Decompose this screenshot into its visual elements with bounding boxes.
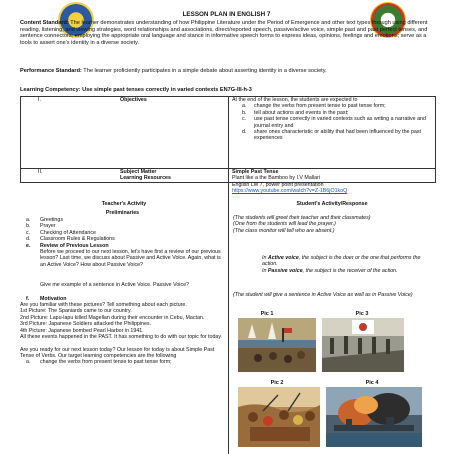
resource-item: English LM 7, power point presentation: [232, 181, 324, 188]
preliminary-text: Classroom Rules & Regulations: [40, 236, 115, 243]
motivation-label: Motivation: [40, 295, 67, 302]
preliminary-text: Review of Previous Lesson: [40, 242, 109, 249]
response-monitor: (The class monitor will tell who are absent.): [233, 227, 335, 234]
objective-item: [232, 116, 432, 129]
objective-item: [232, 129, 432, 142]
pic-2-label: Pic 2: [270, 380, 284, 386]
competency-letter: a.: [26, 359, 31, 366]
picture-ordinal: 4th: [20, 327, 28, 334]
table-column-divider: [228, 96, 229, 454]
objective-letter: d.: [242, 129, 247, 136]
active-voice-text: , the subject is the doer or the one that performs the action.: [262, 255, 421, 268]
learning-resources-label: Learning Resources: [120, 175, 171, 182]
content-standard-label: Content Standard:: [20, 20, 69, 26]
example-prompt: Give me example of a sentence in Active Voice. Passive Voice?: [40, 282, 189, 289]
teacher-activity-heading: Teacher's Activity: [101, 201, 147, 207]
learning-competency-label: Learning Competency:: [20, 87, 81, 93]
performance-standard-text: The learner proficiently participates in a simple debate about asserting identity in a diverse society.: [81, 68, 327, 74]
active-voice-definition: In Active voice, the subject is the doer or the one that performs the action.: [262, 255, 421, 268]
picture-text: Picture: Japanese bombed Pearl Harbor in 1941.: [27, 327, 144, 334]
teacher-activity-column: [20, 210, 225, 366]
student-activity-heading: Student's Activity/Response: [296, 201, 368, 207]
objectives-label: Objectives: [120, 97, 147, 103]
response-greet: (The students will greet their teacher and their classmates): [233, 215, 371, 221]
lesson-intro: Are you ready for our next lesson today? Our lesson for today is about Simple Past Tense of Verbs. Our target learning competencies are the following: [20, 346, 215, 359]
objectives-content: [232, 97, 432, 142]
passive-voice-definition: In Passive voice, the subject is the receiver of the action.: [262, 267, 398, 274]
preliminary-letter: a.: [26, 217, 31, 223]
response-example: (The student will give a sentence in Active Voice as well as in Passive Voice): [233, 292, 413, 298]
table-border-left: [20, 96, 21, 182]
pic-3-label: Pic 3: [355, 311, 369, 317]
picture-ordinal: 1st: [20, 308, 28, 315]
response-prayer: (One from the students will lead the prayer.): [233, 221, 336, 228]
document-title: LESSON PLAN IN ENGLISH 7: [182, 11, 271, 18]
picture-3-japanese-soldiers: [322, 318, 404, 372]
objectives-num: I.: [38, 97, 41, 103]
content-standard: [20, 20, 438, 47]
preliminary-text: Checking of Attendance: [40, 229, 96, 236]
learning-competency-text: Use simple past tenses correctly in varied contexts EN7G-III-h-3: [80, 87, 252, 93]
subject-values: [232, 169, 432, 195]
response-voice-definitions: [262, 255, 434, 274]
competency-item: [20, 359, 225, 365]
student-responses: [233, 215, 433, 234]
preliminary-text: Prayer: [40, 223, 56, 230]
learning-competency: [20, 87, 438, 94]
picture-1-spaniards-arrival: [238, 318, 316, 372]
picture-2-lapu-lapu-battle: [238, 387, 320, 447]
review-text: Before we proceed to our next lesson, let's have first a review of our previous lesson? Last time, we discuss about Passive and Active Voice. Again, what is an Active Voice? How about Passive Voice?: [40, 249, 221, 268]
subject-matter-label: Subject Matter: [120, 169, 157, 175]
pic-1-label: Pic 1: [260, 311, 274, 317]
objective-text: change the verbs from present tense to past tense form;: [254, 103, 386, 110]
performance-standard-label: Performance Standard:: [20, 68, 82, 74]
preliminary-letter: c.: [26, 229, 31, 236]
passive-voice-label: Passive voice: [267, 267, 303, 274]
picture-text: Picture: Lapu-lapu killed Magellan during their encounter in Cebu, Mactan.: [28, 314, 205, 321]
objective-letter: b.: [242, 109, 247, 116]
resource-link[interactable]: https://www.youtube.com/watch?v=Z-1B6jO1koQ: [232, 188, 348, 195]
preliminary-letter: d.: [26, 236, 31, 243]
objective-text: share ones characteristic or ability that had been influenced by the past experiences: [254, 129, 421, 142]
passive-voice-text: , the subject is the receiver of the action.: [302, 267, 398, 274]
motivation-outro: All these events happened in the PAST. It has something to do with our topic for today.: [20, 334, 223, 341]
objective-letter: c.: [242, 116, 247, 123]
preliminary-letter: b.: [26, 223, 31, 230]
performance-standard: [20, 68, 438, 75]
pic-4-label: Pic 4: [365, 380, 379, 386]
motivation-intro: Are you familiar with these pictures? Tell something about each picture.: [20, 302, 187, 309]
subject-matter-value: Simple Past Tense: [232, 169, 279, 175]
picture-ordinal: 2nd: [20, 314, 29, 321]
picture-text: Picture: The Spaniards came to our country.: [27, 308, 132, 315]
objective-text: tell about actions and events in the past;: [254, 109, 349, 116]
objective-text: use past tense correctly in varied contexts such as writing a narrative and journal entry and: [254, 116, 426, 129]
preliminaries-heading: Preliminaries: [105, 210, 140, 216]
picture-text: Picture: Japanese Soldiers attacked the Philippines.: [27, 321, 152, 328]
subject-num: II.: [38, 169, 43, 175]
motivation-letter: f.: [26, 295, 30, 302]
subject-labels: [120, 169, 171, 182]
content-standard-text: The learner demonstrates understanding of how Philippine Literature under the Period of Emergence and other text types through using different reading, listening, and viewing strategies, word relationships and associations, direct/reported speech, passive/active voice, simple past and past perfect tenses, and sentence connectors; employing the appropriate oral language and stance in informative speech forms to express ideas, opinions, feelings and emotions; serve as a tools to assert one's identity in a diverse society.: [20, 20, 428, 47]
resource-item: Plant like a the Bamboo by I.V Mallari: [232, 175, 321, 182]
objective-letter: a.: [242, 103, 247, 110]
preliminary-letter: e.: [26, 242, 31, 249]
competency-text: change the verbs from present tense to past tense form;: [40, 359, 172, 366]
picture-ordinal: 3rd: [20, 321, 28, 328]
preliminary-text: Greetings: [40, 217, 63, 223]
objectives-intro: At the end of the lesson, the students are expected to: [232, 97, 358, 103]
picture-4-pearl-harbor: [326, 387, 422, 447]
active-voice-label: Active voice: [267, 255, 299, 261]
table-border-right: [435, 96, 436, 182]
